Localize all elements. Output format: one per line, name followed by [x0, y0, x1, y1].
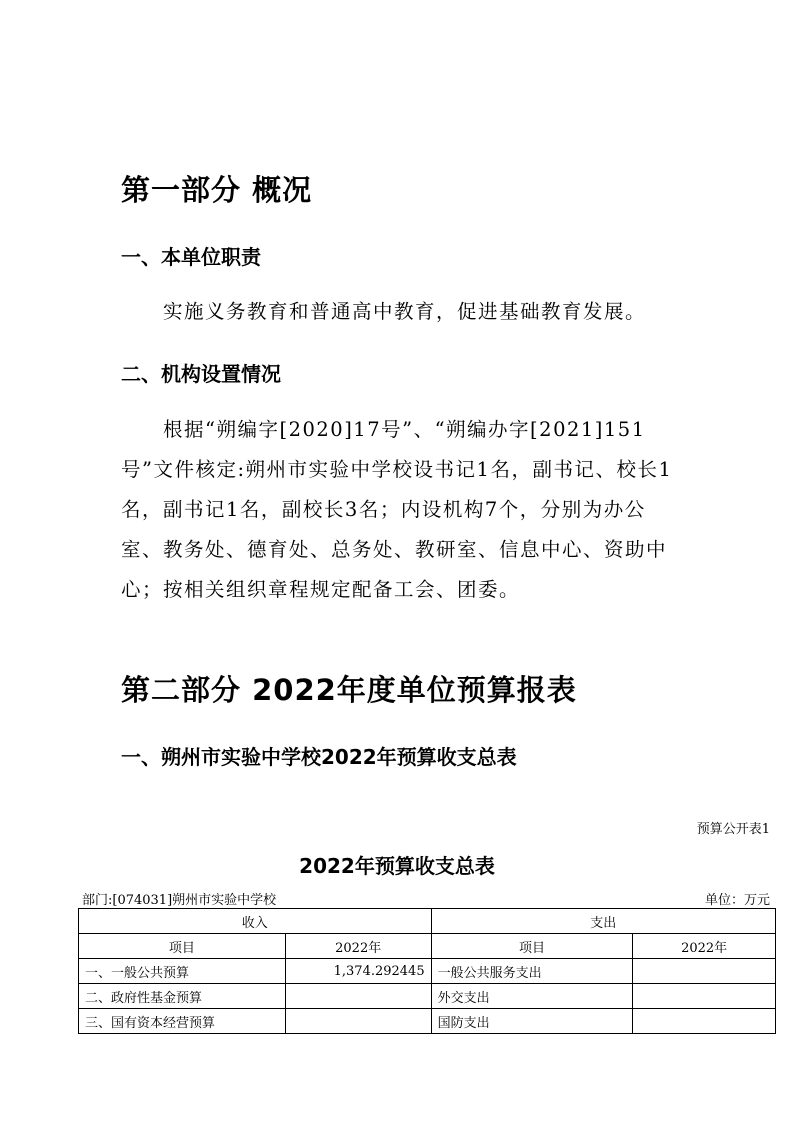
table-row	[79, 984, 776, 1009]
col-income-year: 2022年	[285, 934, 431, 959]
expense-item: 外交支出	[431, 984, 633, 1009]
department-label: 部门:[074031]朔州市实验中学校	[82, 893, 277, 908]
part1-title: 第一部分 概况	[121, 173, 313, 207]
table-header-row	[79, 909, 776, 934]
income-item: 三、国有资本经营预算	[79, 1009, 286, 1034]
form-number: 预算公开表1	[696, 822, 770, 837]
table-row	[79, 1009, 776, 1034]
table-subheader-row	[79, 934, 776, 959]
section-organization-text: 根据“朔编字[2020]17号”、“朔编办字[2021]151号”文件核定:朔州市实验中学校设书记1名，副书记、校长1名，副书记1名，副校长3名；内设机构7个，分别为办公室、教务处、德育处、总务处、教研室、信息中心、资助中心；按相关组织章程规定配备工会、团委。	[121, 418, 673, 601]
table-row	[79, 959, 776, 984]
table-title: 2022年预算收支总表	[299, 854, 495, 878]
expense-value	[633, 1009, 776, 1034]
income-value	[285, 1009, 431, 1034]
col-income-item: 项目	[79, 934, 286, 959]
col-expense-item: 项目	[431, 934, 633, 959]
section-duties-title: 一、本单位职责	[121, 245, 261, 269]
expense-item: 国防支出	[431, 1009, 633, 1034]
income-value	[285, 984, 431, 1009]
section-organization-title: 二、机构设置情况	[121, 362, 281, 386]
expense-item: 一般公共服务支出	[431, 959, 633, 984]
income-item: 一、一般公共预算	[79, 959, 286, 984]
col-expense-year: 2022年	[633, 934, 776, 959]
section-budget-title: 一、朔州市实验中学校2022年预算收支总表	[121, 745, 517, 769]
header-expense: 支出	[431, 909, 775, 934]
income-item: 二、政府性基金预算	[79, 984, 286, 1009]
header-income: 收入	[79, 909, 432, 934]
expense-value	[633, 959, 776, 984]
expense-value	[633, 984, 776, 1009]
unit-label: 单位：万元	[704, 893, 770, 908]
budget-summary-table	[78, 908, 776, 1034]
income-value: 1,374.292445	[285, 959, 431, 984]
part2-title: 第二部分 2022年度单位预算报表	[121, 673, 577, 707]
section-duties-text: 实施义务教育和普通高中教育，促进基础教育发展。	[163, 300, 647, 323]
